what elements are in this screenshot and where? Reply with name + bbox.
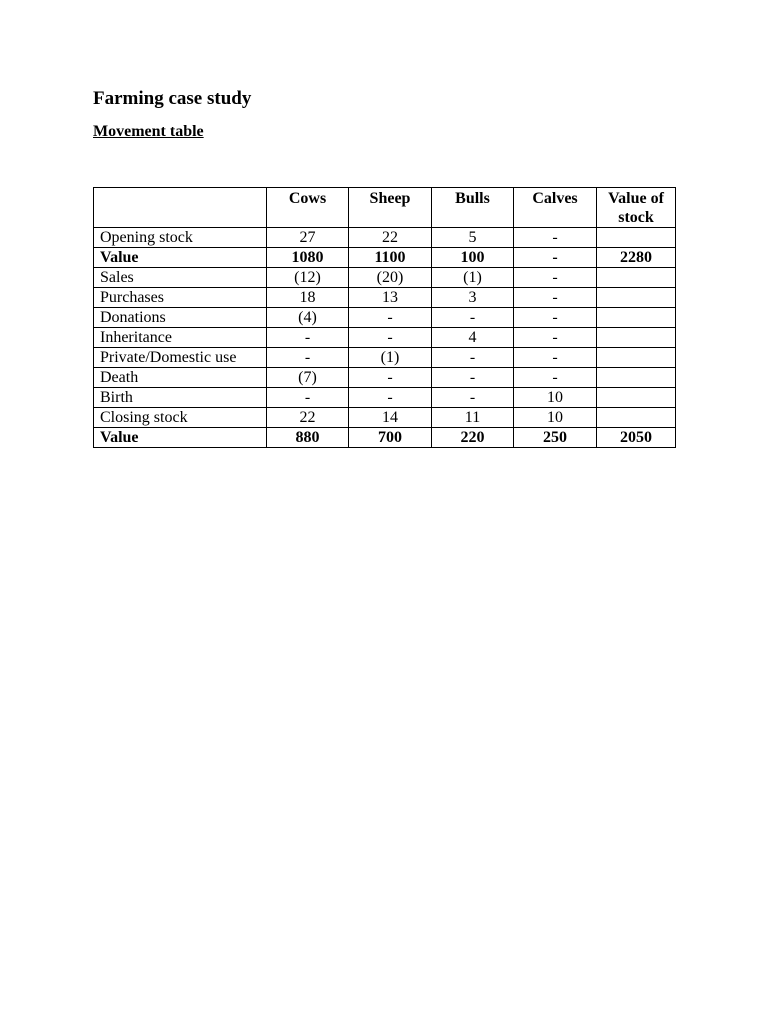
header-cell-blank: [94, 188, 267, 228]
table-row: [94, 308, 676, 328]
table-cell: [597, 388, 676, 408]
table-row: [94, 288, 676, 308]
table-cell: -: [267, 328, 349, 348]
table-cell: [597, 328, 676, 348]
column-header: Value of stock: [597, 188, 676, 228]
table-cell: -: [432, 308, 514, 328]
table-cell: [597, 408, 676, 428]
table-cell: (4): [267, 308, 349, 328]
column-header: Bulls: [432, 188, 514, 228]
page-title: Farming case study: [93, 88, 252, 109]
table-cell: [597, 268, 676, 288]
row-label: Closing stock: [94, 408, 267, 428]
table-row: [94, 348, 676, 368]
table-cell: (12): [267, 268, 349, 288]
column-header: Cows: [267, 188, 349, 228]
row-label: Donations: [94, 308, 267, 328]
table-cell: -: [349, 388, 432, 408]
table-cell: -: [432, 368, 514, 388]
table-cell: (20): [349, 268, 432, 288]
table-cell: 2050: [597, 428, 676, 448]
table-cell: -: [349, 308, 432, 328]
row-label: Inheritance: [94, 328, 267, 348]
table-cell: 18: [267, 288, 349, 308]
table-cell: (7): [267, 368, 349, 388]
table-cell: 1080: [267, 248, 349, 268]
movement-table: [93, 187, 676, 448]
table-cell: 22: [267, 408, 349, 428]
table-cell: 220: [432, 428, 514, 448]
row-label: Birth: [94, 388, 267, 408]
table-row: [94, 228, 676, 248]
table-cell: -: [514, 268, 597, 288]
table-cell: [597, 288, 676, 308]
row-label: Value: [94, 428, 267, 448]
table-cell: [597, 308, 676, 328]
table-body: [94, 228, 676, 448]
table-cell: 22: [349, 228, 432, 248]
table-cell: -: [514, 308, 597, 328]
table-row: [94, 248, 676, 268]
table-row: [94, 388, 676, 408]
table-cell: -: [514, 288, 597, 308]
row-label: Purchases: [94, 288, 267, 308]
table-cell: 3: [432, 288, 514, 308]
table-row: [94, 408, 676, 428]
row-label: Value: [94, 248, 267, 268]
table-cell: 700: [349, 428, 432, 448]
table-cell: 10: [514, 408, 597, 428]
table-cell: -: [514, 248, 597, 268]
table-cell: 880: [267, 428, 349, 448]
table-row: [94, 368, 676, 388]
table-cell: 5: [432, 228, 514, 248]
table-cell: 1100: [349, 248, 432, 268]
table-cell: 14: [349, 408, 432, 428]
row-label: Opening stock: [94, 228, 267, 248]
table-header-row: [94, 188, 676, 228]
row-label: Death: [94, 368, 267, 388]
table-row: [94, 328, 676, 348]
table-cell: [597, 348, 676, 368]
table-cell: 100: [432, 248, 514, 268]
table-cell: -: [349, 368, 432, 388]
table-cell: 250: [514, 428, 597, 448]
table-cell: -: [514, 228, 597, 248]
table-cell: 27: [267, 228, 349, 248]
table-cell: (1): [349, 348, 432, 368]
table-cell: 2280: [597, 248, 676, 268]
table-cell: -: [267, 348, 349, 368]
table-cell: 10: [514, 388, 597, 408]
table-cell: [597, 228, 676, 248]
table-cell: 4: [432, 328, 514, 348]
table-cell: [597, 368, 676, 388]
table-cell: -: [432, 388, 514, 408]
row-label: Sales: [94, 268, 267, 288]
table-cell: (1): [432, 268, 514, 288]
section-subtitle: Movement table: [93, 123, 204, 140]
table-row: [94, 268, 676, 288]
column-header: Sheep: [349, 188, 432, 228]
table-row: [94, 428, 676, 448]
table-cell: -: [267, 388, 349, 408]
table-cell: -: [514, 348, 597, 368]
row-label: Private/Domestic use: [94, 348, 267, 368]
table-cell: -: [514, 368, 597, 388]
table-cell: -: [432, 348, 514, 368]
table-cell: 11: [432, 408, 514, 428]
table-cell: 13: [349, 288, 432, 308]
table-cell: -: [349, 328, 432, 348]
table-cell: -: [514, 328, 597, 348]
column-header: Calves: [514, 188, 597, 228]
